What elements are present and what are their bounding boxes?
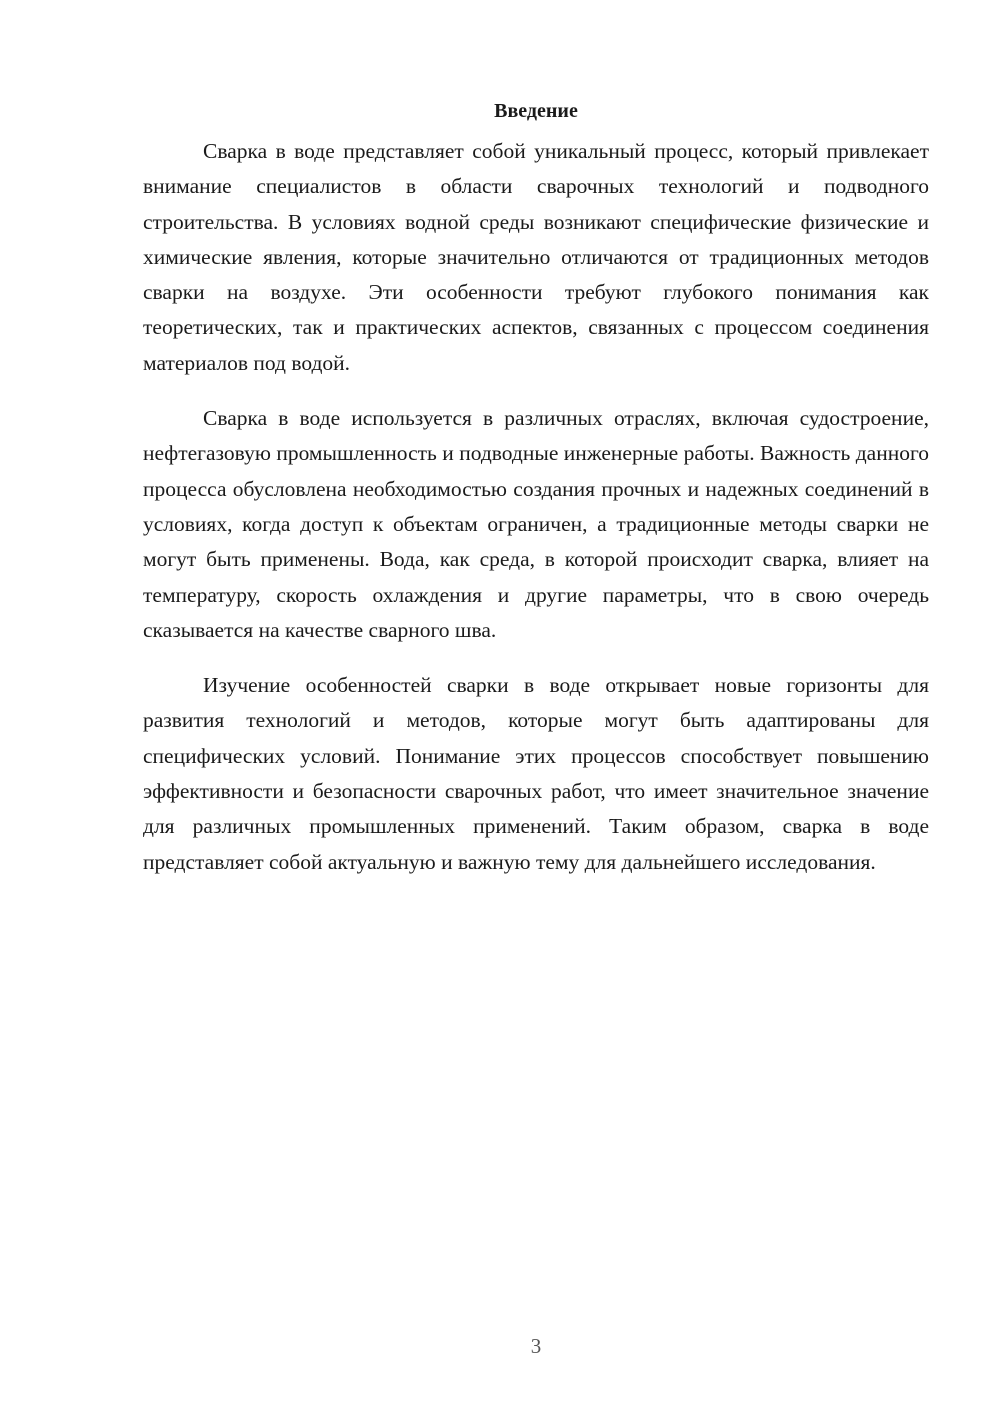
paragraph-2: Сварка в воде используется в различных отраслях, включая судостроение, нефтегазовую промышленность и подводные инженерные работы. Важность данного процесса обусловлена необходимостью создания прочных и надежных соединений в условиях, когда доступ к объектам ограничен, а традиционные методы сварки не могут быть применены. Вода, как среда, в которой происходит сварка, влияет на температуру, скорость охлаждения и другие параметры, что в свою очередь сказывается на качестве сварного шва.: [143, 406, 929, 642]
section-heading: Введение: [494, 100, 578, 122]
page-number: 3: [530, 1334, 542, 1358]
paragraph-3: Изучение особенностей сварки в воде открывает новые горизонты для развития технологий и методов, которые могут быть адаптированы для специфических условий. Понимание этих процессов способствует повышению эффективности и безопасности сварочных работ, что имеет значительное значение для различных промышленных применений. Таким образом, сварка в воде представляет собой актуальную и важную тему для дальнейшего исследования.: [143, 673, 929, 874]
page-content: [143, 98, 929, 900]
paragraph-1: Сварка в воде представляет собой уникальный процесс, который привлекает внимание специалистов в области сварочных технологий и подводного строительства. В условиях водной среды возникают специфические физические и химические явления, которые значительно отличаются от традиционных методов сварки на воздухе. Эти особенности требуют глубокого понимания как теоретических, так и практических аспектов, связанных с процессом соединения материалов под водой.: [143, 139, 929, 375]
